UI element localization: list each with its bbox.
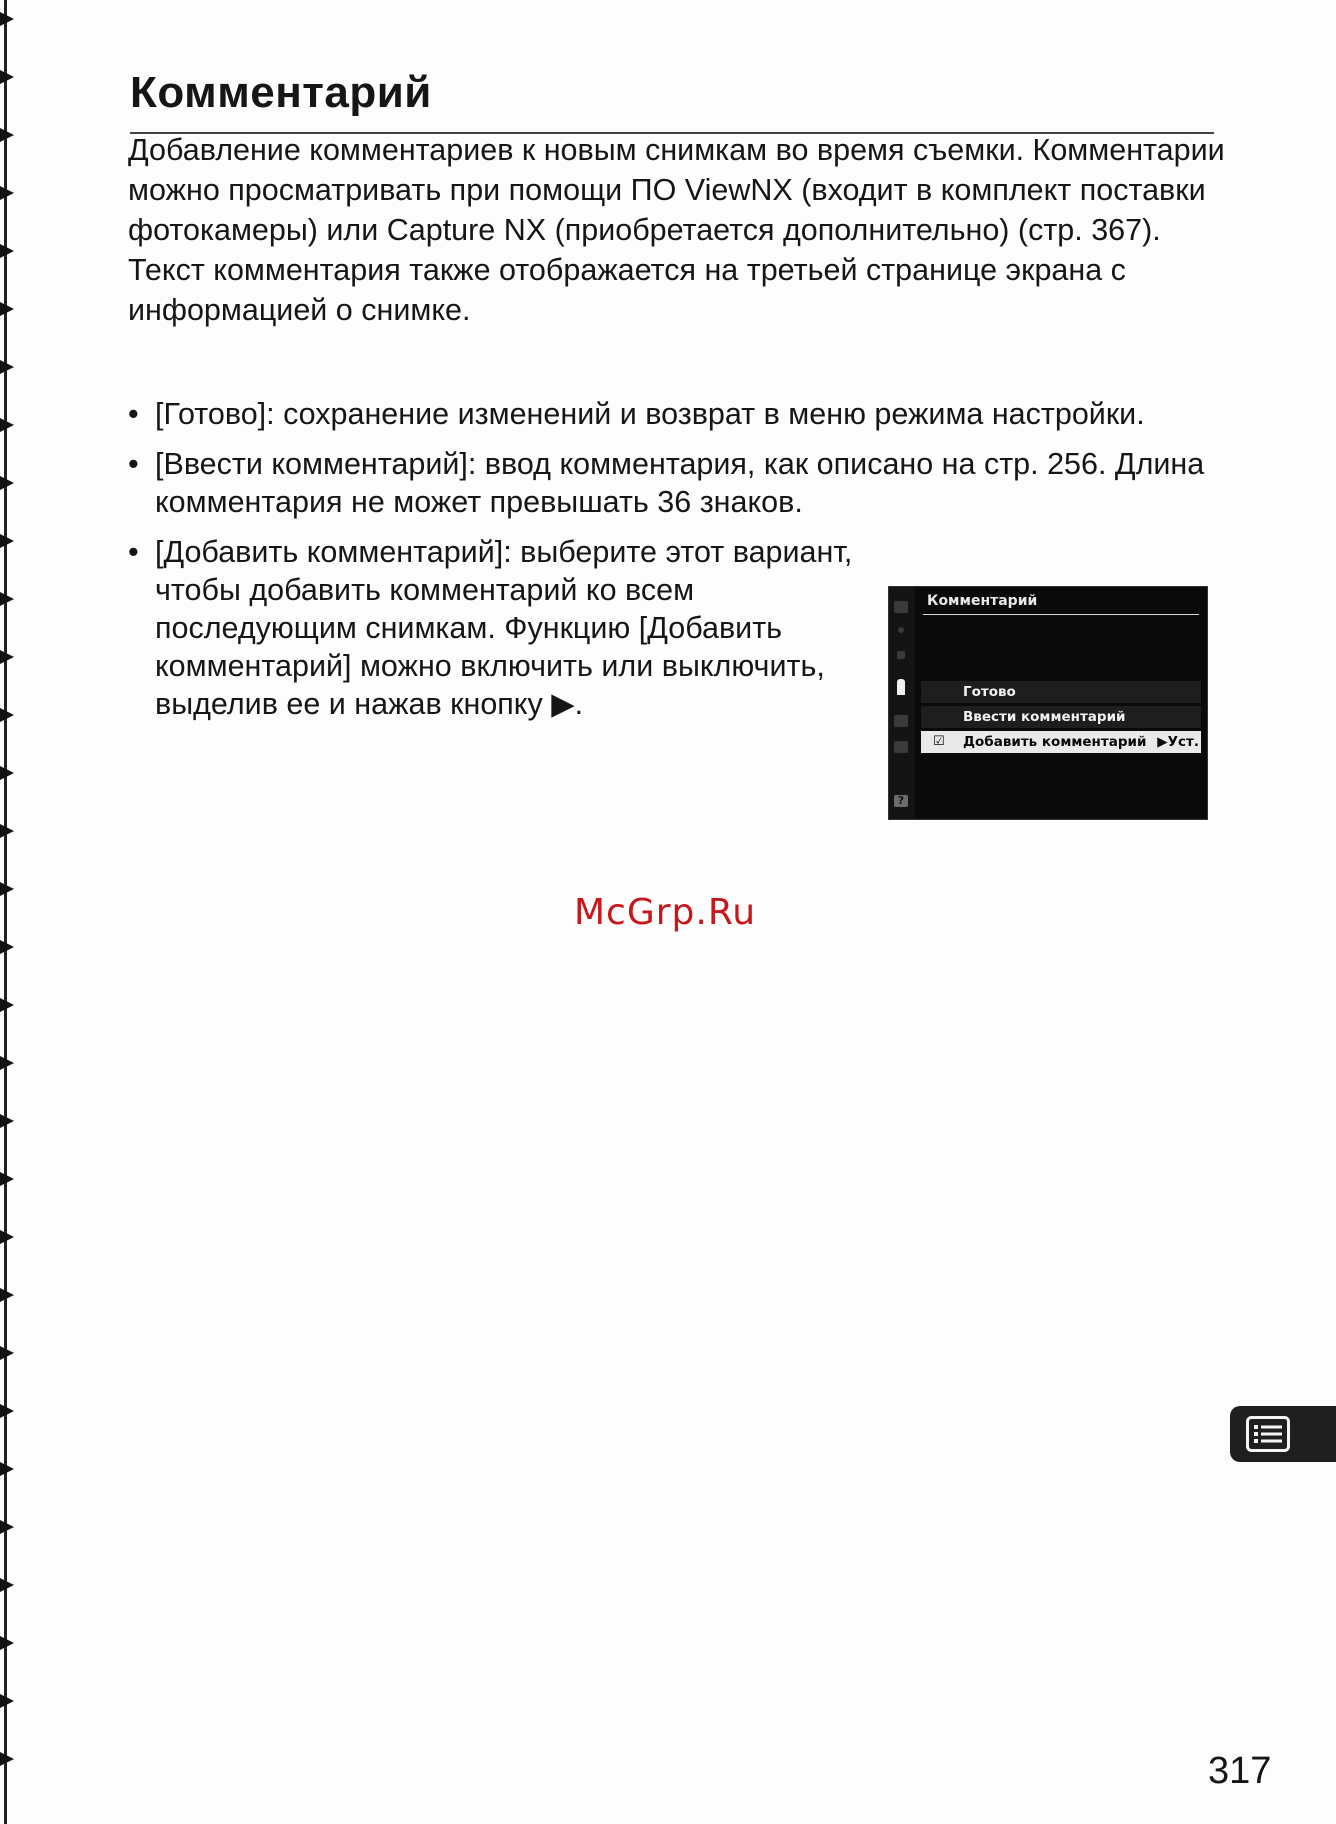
shooting-tab-icon bbox=[898, 627, 904, 633]
binding-notch bbox=[0, 766, 14, 780]
lcd-title-divider bbox=[923, 614, 1199, 615]
binding-notch bbox=[0, 882, 14, 896]
binding-notch bbox=[0, 1752, 14, 1766]
binding-notch bbox=[0, 940, 14, 954]
list-item-enter-comment: • [Ввести комментарий]: ввод комментария, как описано на стр. 256. Длина комментария не может превышать 36 знаков. bbox=[128, 445, 1228, 521]
binding-notch bbox=[0, 128, 14, 142]
section-tab bbox=[1230, 1406, 1336, 1462]
binding-notch bbox=[0, 650, 14, 664]
lcd-menu-item-enter-comment bbox=[921, 706, 1201, 728]
lcd-menu-item-attach-comment bbox=[921, 731, 1201, 753]
binding-notch bbox=[0, 12, 14, 26]
menu-list-icon bbox=[1246, 1416, 1290, 1452]
list-item-done: • [Готово]: сохранение изменений и возврат в меню режима настройки. bbox=[128, 395, 1228, 433]
menu-tab-sidebar bbox=[889, 587, 915, 819]
page-number: 317 bbox=[1208, 1750, 1272, 1792]
lcd-item-label: Готово bbox=[963, 684, 1016, 700]
binding-notch bbox=[0, 360, 14, 374]
custom-setting-tab-icon bbox=[897, 651, 905, 659]
binding-notch bbox=[0, 1520, 14, 1534]
binding-notch bbox=[0, 1288, 14, 1302]
intro-paragraph: Добавление комментариев к новым снимкам во время съемки. Комментарии можно просматривать при помощи ПО ViewNX (входит в комплект поставки фотокамеры) или Capture NX (приобретается дополнительно) (стр. 367). Текст комментария также отображается на третьей странице экрана с информацией о снимке. bbox=[128, 133, 1225, 327]
binding-notch bbox=[0, 1172, 14, 1186]
playback-tab-icon bbox=[894, 601, 908, 613]
setup-wrench-icon bbox=[897, 679, 905, 695]
binding-notch bbox=[0, 186, 14, 200]
binding-notch bbox=[0, 1346, 14, 1360]
binding-notch bbox=[0, 1404, 14, 1418]
binding-notch bbox=[0, 1056, 14, 1070]
lcd-item-label: Ввести комментарий bbox=[963, 709, 1126, 725]
binding-edge bbox=[0, 0, 22, 1824]
binding-notch bbox=[0, 1694, 14, 1708]
binding-notch bbox=[0, 824, 14, 838]
binding-notch bbox=[0, 476, 14, 490]
binding-notch bbox=[0, 998, 14, 1012]
page-title: Комментарий bbox=[130, 68, 432, 117]
list-item-attach-comment: • [Добавить комментарий]: выберите этот вариант, чтобы добавить комментарий ко всем последующим снимкам. Функцию [Добавить комментарий] можно включить или выключить, выделив ее и нажав кнопку ▶. bbox=[128, 533, 875, 723]
watermark: McGrp.Ru bbox=[574, 892, 757, 933]
binding-notch bbox=[0, 1578, 14, 1592]
lcd-item-value: ▶Уст. bbox=[1157, 734, 1199, 750]
binding-notch bbox=[0, 592, 14, 606]
binding-notch bbox=[0, 302, 14, 316]
binding-notch bbox=[0, 1636, 14, 1650]
binding-notch bbox=[0, 244, 14, 258]
binding-line bbox=[4, 0, 7, 1824]
lcd-menu-title: Комментарий bbox=[927, 593, 1038, 609]
my-menu-tab-icon bbox=[894, 741, 908, 753]
binding-notch bbox=[0, 708, 14, 722]
lcd-menu-item-done bbox=[921, 681, 1201, 703]
binding-notch bbox=[0, 534, 14, 548]
binding-notch bbox=[0, 1230, 14, 1244]
help-icon: ? bbox=[894, 795, 908, 807]
camera-menu-screenshot bbox=[888, 586, 1208, 820]
binding-notch bbox=[0, 418, 14, 432]
lcd-item-label: Добавить комментарий bbox=[963, 734, 1147, 750]
checkbox-icon: ☑ bbox=[933, 734, 945, 749]
binding-notch bbox=[0, 1114, 14, 1128]
binding-notch bbox=[0, 1462, 14, 1476]
retouch-tab-icon bbox=[894, 715, 908, 727]
binding-notch bbox=[0, 70, 14, 84]
